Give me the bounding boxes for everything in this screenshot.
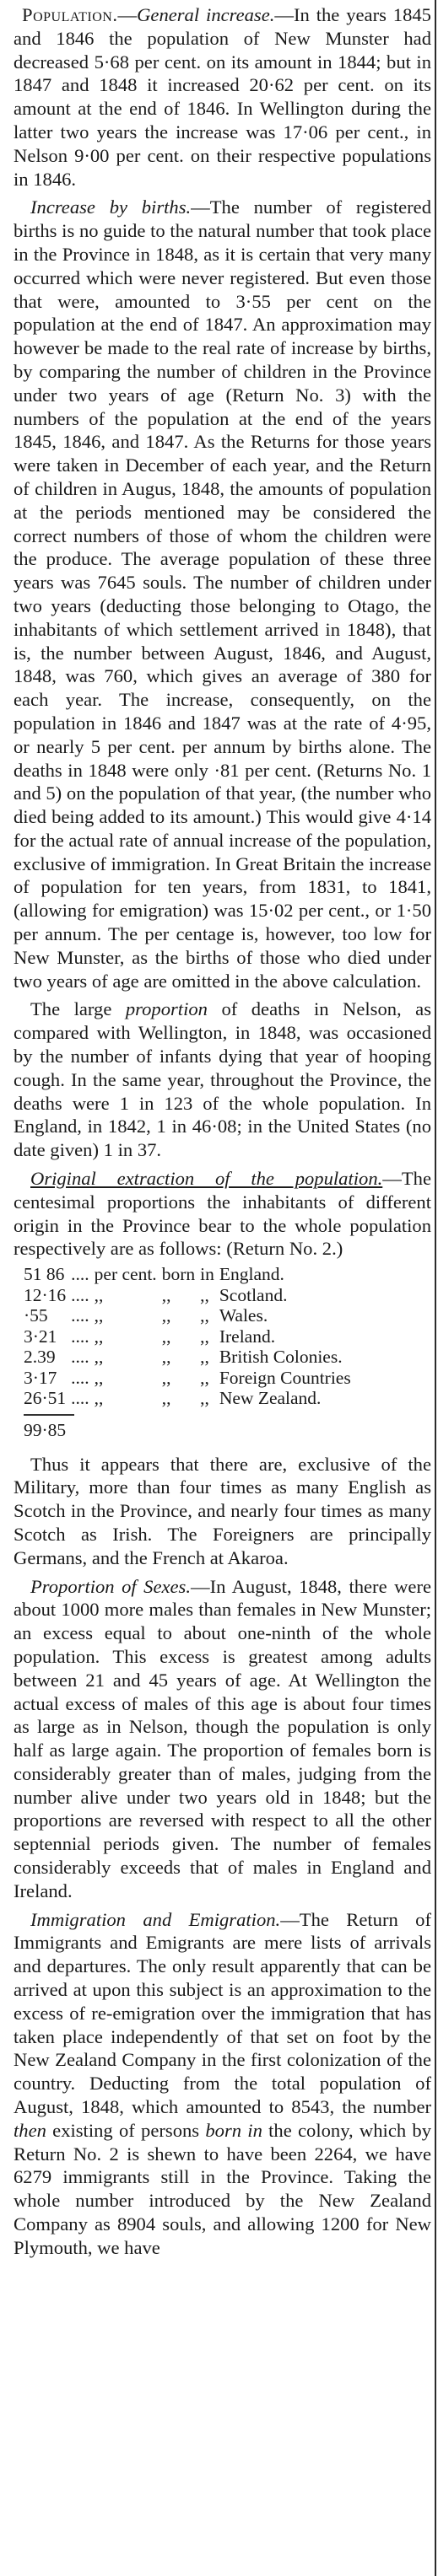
table-cell: 12·16 (24, 1284, 67, 1305)
table-cell: .... (71, 1367, 89, 1388)
table-cell: .... (71, 1347, 89, 1368)
table-cell: ,, (200, 1326, 209, 1347)
emphasis-text: proportion (125, 998, 208, 1020)
table-cell: 3·21 (24, 1326, 57, 1347)
table-cell: per cent. (94, 1264, 157, 1285)
table-cell: Wales. (219, 1305, 268, 1326)
table-row (24, 1285, 356, 1306)
table-row (24, 1326, 356, 1347)
table-cell: ,, (200, 1367, 209, 1388)
table-cell: Foreign Countries (219, 1367, 351, 1388)
sexes-paragraph: Proportion of Sexes.—In August, 1848, there were about 1000 more males than females in New Munster; an excess equal to about one-ninth of the whole population. This excess is greatest among adults between 21 and 45 years of age. At Wellington the actual excess of males of this age is about four times as large as in Nelson, though the population is only half as large again. The proportion of females born is considerably greater than of males, judging from the number alive under two years old in 1848; but the proportions are reversed with respect to all the other septennial periods given. The number of females considerably exceeds that of males in England and Ireland. (14, 1575, 432, 1901)
table-row (24, 1347, 356, 1368)
population-paragraph: Population.—General increase.—In the years 1845 and 1846 the population of New Munster had decreased 5·68 per cent. on its amount in 1844; but in 1847 and 1848 it increased 20·62 per cent. on its amount at the end of 1846. In Wellington during the latter two years the increase was 17·06 per cent., in Nelson 9·00 per cent. on their respective populations in 1846. (14, 4, 431, 190)
table-cell: ,, (161, 1388, 171, 1409)
table-cell: ,, (94, 1388, 104, 1409)
table-row (24, 1264, 356, 1285)
table-row (24, 1388, 356, 1409)
table-cell: New Zealand. (219, 1388, 322, 1409)
table-row (24, 1305, 356, 1326)
section-subheading: Original extraction of the population. (30, 1168, 383, 1190)
table-cell: ·55 (24, 1305, 48, 1326)
paragraph-text: existing of persons (46, 2119, 206, 2141)
paragraph-text: The centesimal proportions the inhabitants of different origin in the Province bear to the whole population respectively are as follows: (Return No. 2.) (14, 1168, 431, 1260)
table-cell: ,, (94, 1305, 104, 1326)
table-cell: ,, (200, 1347, 209, 1368)
extraction-paragraph: Original extraction of the population.—The centesimal proportions the inhabitants of different origin in the Province bear to the whole population respectively are as follows: (Return No. 2.) (14, 1168, 431, 1260)
column-rule (435, 0, 436, 2576)
table-cell: in (200, 1264, 214, 1285)
table-cell: 26·51 (24, 1388, 67, 1409)
table-cell: .... (71, 1284, 89, 1305)
table-cell: .... (71, 1305, 89, 1326)
table-cell: ,, (94, 1326, 104, 1347)
total-divider (24, 1414, 74, 1416)
table-cell: .... (71, 1264, 89, 1285)
table-cell: ,, (161, 1367, 171, 1388)
section-subheading: Immigration and Emigration. (30, 1908, 281, 1930)
table-cell: England. (219, 1264, 284, 1285)
origins-total: 99·85 (24, 1419, 67, 1440)
table-cell: ,, (200, 1305, 209, 1326)
paragraph-text: In August, 1848, there were about 1000 more males than females in New Munster; an excess equal to about one-ninth of the whole population. This excess is greatest among adults between 21 and 45 years of age. At Wellington the actual excess of males of this age is about four times as large as in Nelson, though the population is only half as large again. The proportion of females born is considerably greater than of males, judging from the number alive under two years old in 1848; but the proportions are reversed with respect to all the other septennial periods given. The number of females considerably exceeds that of males in England and Ireland. (14, 1575, 432, 1901)
table-cell: 2.39 (24, 1347, 56, 1368)
table-cell: ,, (161, 1326, 171, 1347)
table-cell: ,, (200, 1388, 209, 1409)
table-cell: ,, (161, 1284, 171, 1305)
emphasis-text: then (14, 2119, 46, 2141)
table-cell: British Colonies. (219, 1347, 343, 1368)
paragraph-text: the colony, which by Return No. 2 is shewn to have been 2264, we have 6279 immigrants still in the Province. Taking the whole number introduced by the New Zealand Company as 8904 souls, and allowing 1200 for New Plymouth, we have (14, 2119, 431, 2258)
table-cell: ,, (161, 1305, 171, 1326)
section-subheading: General increase. (137, 4, 275, 25)
table-cell: born (161, 1264, 196, 1285)
table-cell: Ireland. (219, 1326, 276, 1347)
paragraph-text: In the years 1845 and 1846 the population of New Munster had decreased 5·68 per cent. on its amount in 1844; but in 1847 and 1848 it increased 20·62 per cent. on its amount at the end of 1846. In Wellington during the latter two years the increase was 17·06 per cent., in Nelson 9·00 per cent. on their respective populations in 1846. (14, 4, 431, 190)
paragraph-text: Thus it appears that there are, exclusive of the Military, more than four times as many English as Scotch in the Province, and nearly four times as many Scotch as Irish. The Foreigners are principally Germans, and the French at Akaroa. (14, 1453, 431, 1568)
table-cell: 3·17 (24, 1367, 57, 1388)
table-cell: ,, (94, 1284, 104, 1305)
section-heading: Population. (22, 4, 118, 25)
table-cell: ,, (94, 1347, 104, 1368)
deaths-paragraph (14, 998, 431, 1162)
paragraph-text: The Return of Immigrants and Emigrants are mere lists of arrivals and departures. The only result apparently that can be arrived at upon this subject is an approximation to the excess of re-emigration over the immigration that has taken place independently of that set on foot by the New Zealand Company in the first colonization of the country. Deducting from the total population of August, 1848, which amounted to 8543, the number (14, 1908, 431, 2118)
paragraph-text: of deaths in Nelson, as compared with Wellington, in 1848, was occasioned by the number of infants dying that year of hooping cough. In the same year, throughout the Province, the deaths were 1 in 123 of the whole population. In England, in 1842, 1 in 46·08; in the United States (no date given) 1 in 37. (14, 998, 431, 1161)
table-cell: 51 86 (24, 1264, 65, 1285)
table-row (24, 1368, 356, 1389)
paragraph-text: The number of registered births is no guide to the natural number that took place in the Province in 1848, as it is certain that very many occurred which were never registered. But even those that were, amounted to 3·55 per cent on the population at the end of 1847. An approximation may however be made to the real rate of increase by births, by comparing the number of children in the Province under two years of age (Return No. 3) with the numbers of the population at the end of the years 1845, 1846, and 1847. As the Returns for those years were taken in December of each year, and the Return of children in Augus, 1848, the amounts of population at the periods mentioned may be considered the correct numbers of those of whom the children were the produce. The average population of these three years was 7645 souls. The number of children under two years (deducting those belonging to Otago, the inhabitants of which settlement arrived in 1848), that is, the number between August, 1846, and August, 1848, was 760, which gives an average of 380 for each year. The increase, consequently, on the population in 1846 and 1847 was at the rate of 4·95, or nearly 5 per cent. per annum by births alone. The deaths in 1848 were only ·81 per cent. (Returns No. 1 and 5) on the population of that year, (the number who died being added to its amount.) This would give 4·14 for the actual rate of annual increase of the population, exclusive of immigration. In Great Britain the increase of population for ten years, from 1831, to 1841, (allowing for emigration) was 15·02 per cent., or 1·50 per annum. The per centage is, however, too low for New Munster, as the births of those who died under two years of age are omitted in the above calculation. (14, 196, 431, 992)
emphasis-text: born in (205, 2119, 262, 2141)
table-cell: Scotland. (219, 1284, 288, 1305)
origins-table (24, 1264, 356, 1409)
paragraph-text: The large (30, 998, 126, 1020)
immigration-paragraph: Immigration and Emigration.—The Return of Immigrants and Emigrants are mere lists of arrivals and departures. The only result apparently that can be arrived at upon this subject is an approximation to the excess of re-emigration over the immigration that has taken place independently of that set on foot by the New Zealand Company in the first colonization of the country. Deducting from the total population of August, 1848, which amounted to 8543, the number then existing of persons born in the colony, which by Return No. 2 is shewn to have been 2264, we have 6279 immigrants still in the Province. Taking the whole number introduced by the New Zealand Company as 8904 souls, and allowing 1200 for New Plymouth, we have (14, 1908, 431, 2258)
section-subheading: Increase by births. (30, 196, 192, 218)
table-cell: ,, (94, 1367, 104, 1388)
section-subheading: Proportion of Sexes. (30, 1575, 191, 1597)
comparison-paragraph (14, 1453, 431, 1570)
births-paragraph: Increase by births.—The number of registered births is no guide to the natural number that took place in the Province in 1848, as it is certain that very many occurred which were never registered. But even those that were, amounted to 3·55 per cent on the population at the end of 1847. An approximation may however be made to the real rate of increase by births, by comparing the number of children in the Province under two years of age (Return No. 3) with the numbers of the population at the end of the years 1845, 1846, and 1847. As the Returns for those years were taken in December of each year, and the Return of children in Augus, 1848, the amounts of population at the periods mentioned may be considered the correct numbers of those of whom the children were the produce. The average population of these three years was 7645 souls. The number of children under two years (deducting those belonging to Otago, the inhabitants of which settlement arrived in 1848), that is, the number between August, 1846, and August, 1848, was 760, which gives an average of 380 for each year. The increase, consequently, on the population in 1846 and 1847 was at the rate of 4·95, or nearly 5 per cent. per annum by births alone. The deaths in 1848 were only ·81 per cent. (Returns No. 1 and 5) on the population of that year, (the number who died being added to its amount.) This would give 4·14 for the actual rate of annual increase of the population, exclusive of immigration. In Great Britain the increase of population for ten years, from 1831, to 1841, (allowing for emigration) was 15·02 per cent., or 1·50 per annum. The per centage is, however, too low for New Munster, as the births of those who died under two years of age are omitted in the above calculation. (14, 196, 431, 992)
table-cell: .... (71, 1388, 89, 1409)
table-cell: .... (71, 1326, 89, 1347)
table-cell: ,, (161, 1347, 171, 1368)
table-cell: ,, (200, 1284, 209, 1305)
